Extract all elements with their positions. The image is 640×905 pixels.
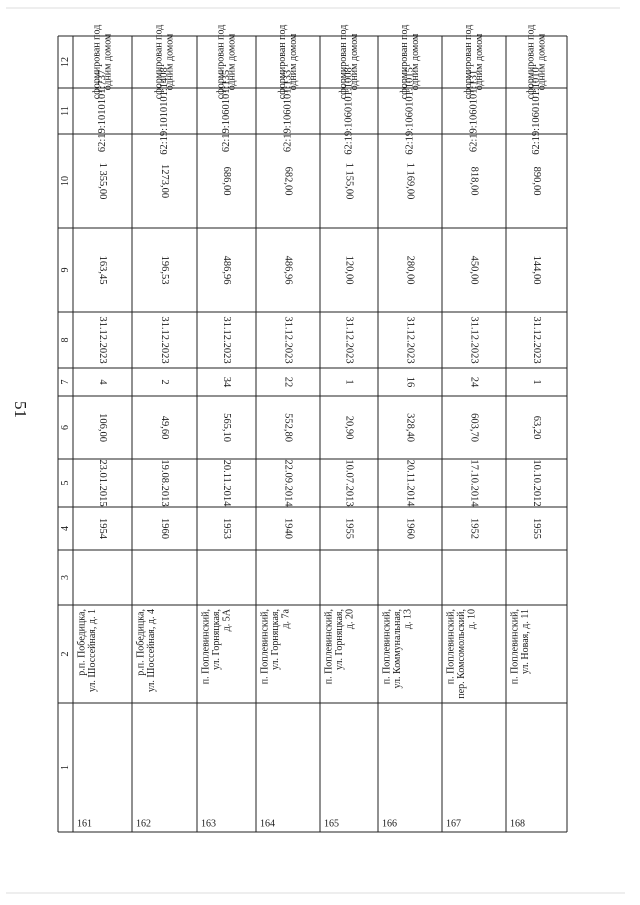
row-number: 163: [201, 818, 216, 830]
column-header: 11: [59, 106, 71, 116]
build-year: 1952: [468, 518, 480, 539]
column-header: 2: [59, 651, 71, 657]
land-area: 486,96: [221, 255, 233, 285]
land-area: 163,45: [97, 255, 109, 285]
column-header: 4: [59, 526, 71, 531]
status-text: сформирован под: [153, 24, 165, 100]
status-text: одним домом: [102, 33, 114, 91]
column-header: 1: [59, 765, 71, 770]
cadastral-number: 62:19:1010101:737: [96, 69, 108, 153]
cadastral-number: 62:19:1060101:133: [282, 69, 294, 153]
address-line: ул. Новая, д. 11: [519, 609, 531, 675]
resident-count: 34: [221, 376, 233, 388]
address-line: п. Поплевинский,: [200, 609, 212, 685]
address-line: п. Поплевинский,: [509, 609, 521, 685]
column-header: 3: [59, 575, 71, 580]
cadastral-number: 62:19:1060101:131: [468, 69, 480, 153]
record-date: 19.08.2013: [159, 459, 171, 507]
house-area: 49,60: [159, 415, 171, 440]
record-date: 20.11.2014: [221, 459, 233, 507]
record-date: 10.07.2013: [343, 459, 355, 507]
address-line: п. Поплевинский,: [381, 609, 393, 685]
deadline-date: 31.12.2023: [97, 316, 109, 364]
area-value-2: 686,00: [221, 166, 233, 196]
address-line: д. 20: [344, 609, 356, 630]
address-line: ул. Горняцкая,: [210, 609, 222, 671]
deadline-date: 31.12.2023: [282, 316, 294, 364]
status-text: сформирован под: [337, 24, 349, 100]
resident-count: 1: [531, 379, 543, 385]
status-text: одним домом: [536, 33, 548, 91]
record-date: 10.10.2012: [531, 459, 543, 507]
house-area: 20,90: [343, 415, 355, 440]
house-area: 106,00: [97, 413, 109, 442]
status-text: одним домом: [164, 33, 176, 91]
cadastral-number: 62:19:1060101:135: [220, 69, 232, 153]
status-text: одним домом: [348, 33, 360, 91]
status-text: одним домом: [473, 33, 485, 91]
row-number: 161: [77, 818, 92, 830]
record-date: 22.09.2014: [282, 459, 294, 507]
status-text: одним домом: [287, 33, 299, 91]
status-text: сформирован под: [398, 24, 410, 100]
address-line: р.п. Победицка,: [135, 609, 147, 676]
resident-count: 16: [404, 376, 416, 388]
build-year: 1953: [221, 518, 233, 539]
land-area: 144,00: [531, 255, 543, 285]
column-header: 9: [59, 267, 71, 273]
deadline-date: 31.12.2023: [468, 316, 480, 364]
column-header: 7: [59, 379, 71, 385]
table-grid: [58, 36, 567, 832]
address-line: д. 5А: [221, 609, 233, 632]
row-number: 162: [136, 818, 151, 830]
resident-count: 22: [282, 376, 294, 388]
address-line: ул. Шоссейная, д. 4: [145, 609, 157, 693]
house-area: 565,10: [221, 413, 233, 442]
address-line: п. Поплевинский,: [445, 609, 457, 685]
house-area: 63,20: [531, 415, 543, 440]
table-cells: [60, 25, 548, 830]
build-year: 1954: [97, 518, 109, 539]
address-line: д. 10: [466, 609, 478, 630]
address-line: д. 7а: [280, 609, 292, 629]
status-text: одним домом: [226, 33, 238, 91]
address-line: ул. Коммунальная,: [391, 609, 403, 689]
record-date: 17.10.2014: [468, 459, 480, 507]
area-value-2: 890,00: [531, 166, 543, 196]
status-text: сформирован под: [462, 24, 474, 100]
house-area: 552,80: [282, 413, 294, 442]
row-number: 167: [446, 818, 461, 830]
column-header: 6: [59, 425, 71, 430]
area-value-2: 1273,00: [159, 163, 171, 199]
land-area: 486,96: [282, 255, 294, 285]
row-number: 166: [382, 818, 397, 830]
deadline-date: 31.12.2023: [221, 316, 233, 364]
column-header: 12: [59, 57, 71, 67]
record-date: 20.11.2014: [404, 459, 416, 507]
status-text: сформирован под: [525, 24, 537, 100]
page-number: 51: [11, 401, 30, 418]
deadline-date: 31.12.2023: [343, 316, 355, 364]
address-line: ул. Шоссейная, д. 1: [86, 609, 98, 693]
row-number: 165: [324, 818, 339, 830]
address-line: п. Поплевинский,: [323, 609, 335, 685]
area-value-2: 1 155,00: [343, 162, 355, 200]
column-header: 10: [59, 176, 71, 186]
resident-count: 2: [159, 379, 171, 385]
address-line: ул. Горняцкая,: [269, 609, 281, 671]
deadline-date: 31.12.2023: [159, 316, 171, 364]
record-date: 23.01.2015: [97, 459, 109, 507]
deadline-date: 31.12.2023: [531, 316, 543, 364]
column-header: 8: [59, 337, 71, 343]
build-year: 1940: [282, 518, 294, 539]
area-value-2: 682,00: [282, 166, 294, 196]
status-text: одним домом: [409, 33, 421, 91]
address-line: п. Поплевинский,: [259, 609, 271, 685]
cadastral-number: 62:19:1060101:1015: [404, 67, 416, 155]
house-area: 328,40: [404, 413, 416, 442]
build-year: 1955: [531, 518, 543, 539]
address-line: ул. Горняцкая,: [333, 609, 345, 671]
row-number: 164: [260, 818, 275, 830]
build-year: 1960: [404, 518, 416, 539]
address-line: д. 13: [402, 609, 414, 630]
house-area: 603,70: [468, 413, 480, 442]
cadastral-number: 62:19:1060101:1008: [343, 67, 355, 155]
land-area: 196,53: [159, 255, 171, 285]
build-year: 1955: [343, 518, 355, 539]
cadastral-number: 62:19:1060101:1010: [530, 67, 542, 155]
address-line: р.п. Победицка,: [76, 609, 88, 676]
land-area: 280,00: [404, 255, 416, 285]
status-text: сформирован под: [91, 24, 103, 100]
resident-count: 1: [343, 379, 355, 385]
status-text: сформирован под: [276, 24, 288, 100]
resident-count: 4: [97, 379, 109, 385]
row-number: 168: [510, 818, 525, 830]
deadline-date: 31.12.2023: [404, 316, 416, 364]
status-text: сформирован под: [215, 24, 227, 100]
resident-count: 24: [468, 376, 480, 388]
land-area: 120,00: [343, 255, 355, 285]
build-year: 1960: [159, 518, 171, 539]
land-area: 450,00: [468, 255, 480, 285]
address-line: пер. Комсомольский,: [455, 609, 467, 699]
area-value-2: 818,00: [468, 166, 480, 196]
cadastral-number: 62:19:1010101:1408: [158, 67, 170, 155]
area-value-2: 1 355,00: [97, 162, 109, 200]
column-header: 5: [59, 480, 71, 486]
area-value-2: 1 169,00: [404, 162, 416, 200]
